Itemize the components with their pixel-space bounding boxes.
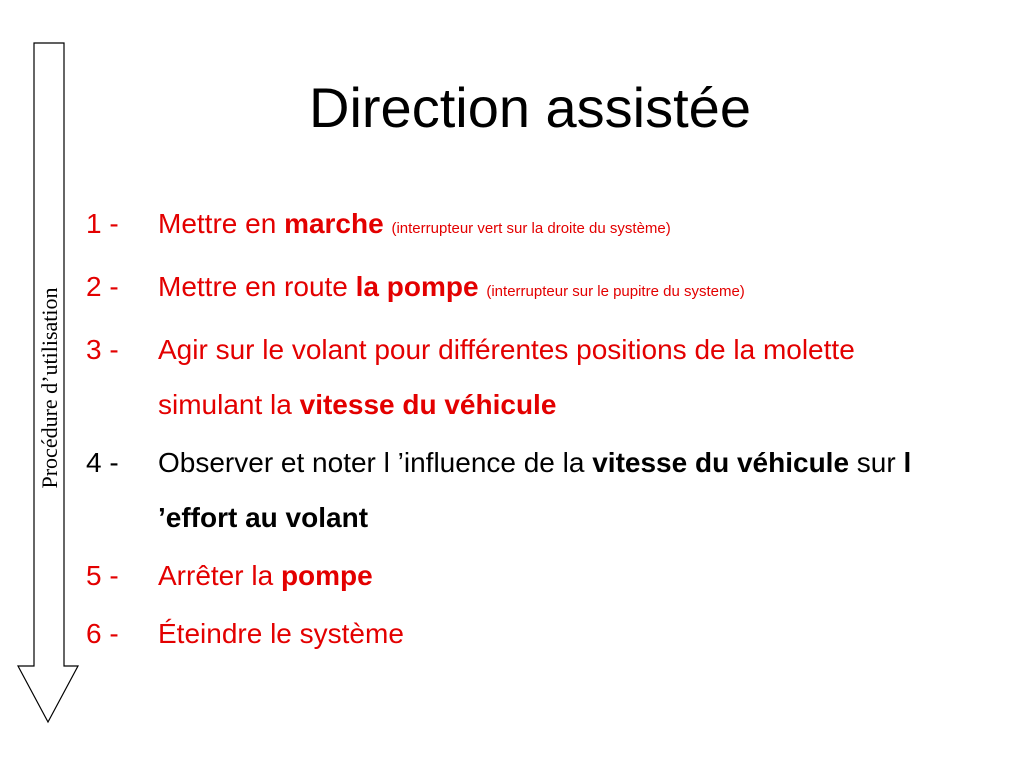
step-text: Éteindre le système: [158, 618, 404, 649]
step-emphasis: vitesse du véhicule: [299, 389, 557, 420]
step-2: [86, 259, 966, 319]
step-note: (interrupteur vert sur la droite du système): [391, 220, 671, 237]
step-text: Observer et noter l ’influence de la: [158, 447, 593, 478]
step-number: 4 -: [86, 447, 119, 478]
step-emphasis: vitesse du véhicule: [592, 447, 850, 478]
step-number: 2 -: [86, 271, 119, 302]
step-number: 6 -: [86, 618, 119, 649]
step-number: 5 -: [86, 560, 119, 591]
procedure-side-label: Procédure d’utilisation: [37, 287, 62, 489]
step-text: sur: [849, 447, 904, 478]
step-text: Mettre en route: [158, 271, 356, 302]
step-text: Mettre en: [158, 208, 285, 239]
step-4: [86, 435, 966, 545]
step-1: [86, 196, 966, 256]
step-6: [86, 606, 966, 661]
procedure-step-list: [86, 196, 966, 664]
step-emphasis: marche: [284, 208, 384, 239]
step-emphasis: la pompe: [355, 271, 479, 302]
step-note: (interrupteur sur le pupitre du systeme): [486, 283, 745, 300]
step-emphasis: l ’effort au volant: [158, 447, 912, 533]
page-title: Direction assistée: [309, 76, 751, 139]
step-3: [86, 322, 966, 432]
step-number: 3 -: [86, 334, 119, 365]
step-emphasis: pompe: [280, 560, 373, 591]
step-text: Agir sur le volant pour différentes positions de la molette simulant la: [158, 334, 855, 420]
step-5: [86, 548, 966, 603]
step-text: Arrêter la: [158, 560, 281, 591]
step-number: 1 -: [86, 208, 119, 239]
